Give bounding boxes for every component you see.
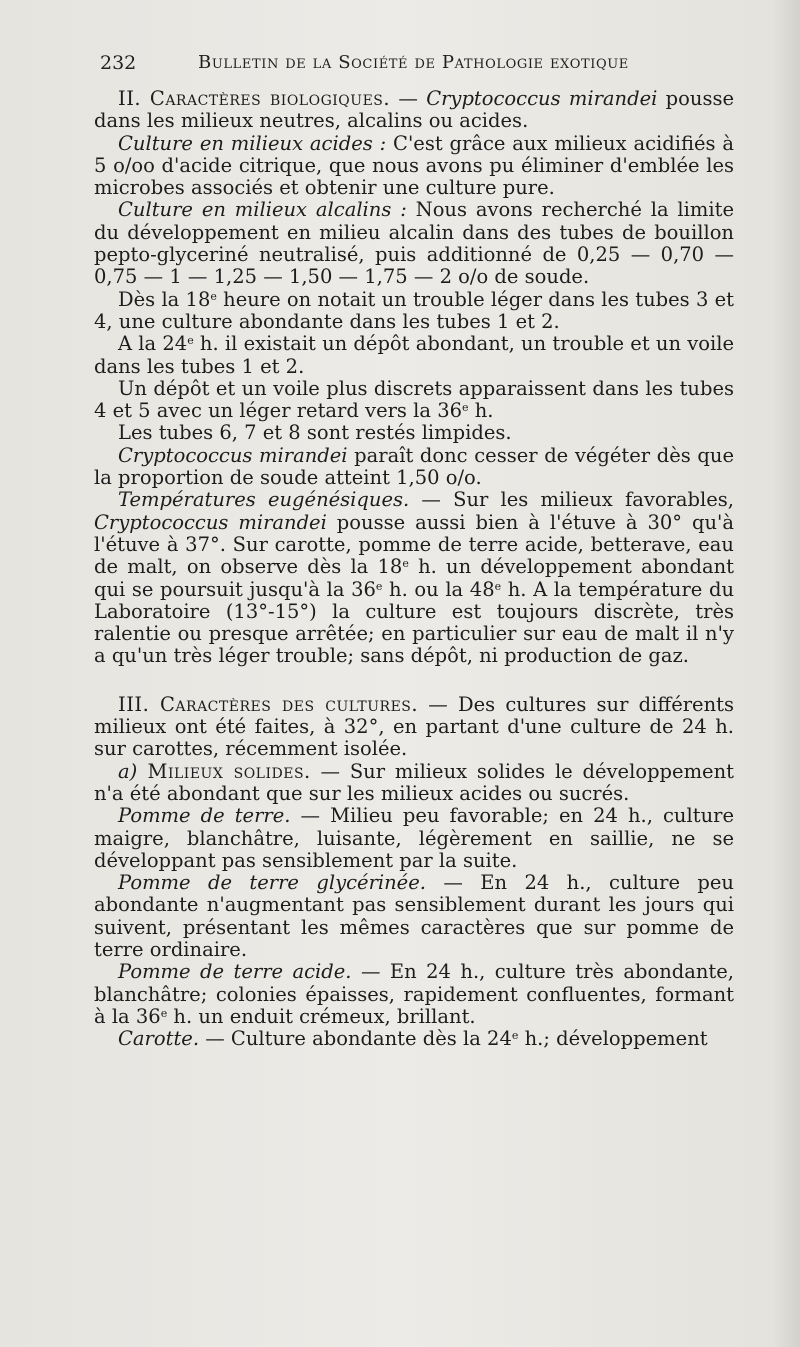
subheading: Pomme de terre glycérinée. — [118, 871, 426, 895]
paragraph-potato: Pomme de terre. — Milieu peu favorable; en 24 h., culture maigre, blanchâtre, luisante, légèrement en saillie, ne se développant pas sensiblement par la suite. — [94, 804, 734, 872]
section-heading: II. Caractères biologiques. — [118, 87, 391, 110]
paragraph-acid-potato: Pomme de terre acide. — En 24 h., culture très abondante, blanchâtre; colonies épaisses, rapidement confluentes, formant à la 36e h. un enduit crémeux, brillant. — [94, 960, 735, 1028]
paragraph-solid-media: a) Milieux solides. — Sur milieux solides le développement n'a été abondant que sur les milieux acides ou sucrés. — [94, 759, 734, 805]
running-title: Bulletin de la Société de Pathologie exotique — [198, 52, 629, 73]
paragraph-carrot: Carotte. — Culture abondante dès la 24e h.; développement — [118, 1027, 708, 1051]
paragraph-alkaline-culture: Culture en milieux alcalins : Nous avons recherché la limite du développement en milieu alcalin dans des tubes de bouillon pepto-glyceriné neutralisé, puis additionné de 0,25 — 0,70 — 0,75 — 1 — 1,25 — 1,50 — 1,75 — 2 o/o de soude. — [94, 198, 734, 289]
page-header — [100, 52, 720, 82]
subheading: Milieux solides. — [137, 759, 311, 783]
paragraph-temperatures: Températures eugénésiques. — Sur les milieux favorables, Cryptococcus mirandei pousse aussi bien à l'étuve à 30° qu'à l'étuve à 37°. Sur carotte, pomme de terre acide, betterave, eau de malt, on observe dès la 18e h. un développement abondant qui se poursuit jusqu'à la 36e h. ou la 48e h. A la température du Laboratoire (13°-15°) la culture est toujours discrète, très ralentie ou presque arrêtée; en particulier sur eau de malt il n'y a qu'un très léger trouble; sans dépôt, ni production de gaz. — [94, 488, 735, 668]
body-text — [94, 88, 734, 1050]
paragraph-clear-tubes: Les tubes 6, 7 et 8 sont restés limpides. — [118, 421, 512, 445]
paragraph-18th-hour: Dès la 18e heure on notait un trouble léger dans les tubes 3 et 4, une culture abondante dans les tubes 1 et 2. — [94, 287, 734, 333]
species-name: Cryptococcus mirandei — [426, 87, 658, 110]
subheading: Pomme de terre. — [118, 804, 291, 828]
subheading: Carotte. — [118, 1027, 200, 1051]
subheading: Culture en milieux acides : — [118, 131, 387, 155]
paragraph-24th-hour: A la 24e h. il existait un dépôt abondant, un trouble et un voile dans les tubes 1 et 2. — [94, 332, 734, 378]
subheading: Culture en milieux alcalins : — [118, 198, 407, 222]
section-heading: III. Caractères des cultures. — [118, 692, 419, 716]
paragraph-soda-limit: Cryptococcus mirandei paraît donc cesser de végéter dès que la proportion de soude atteint 1,50 o/o. — [94, 443, 735, 490]
paragraph-discrete-deposit: Un dépôt et un voile plus discrets apparaissent dans les tubes 4 et 5 avec un léger retard vers la 36e h. — [94, 376, 734, 423]
paragraph-glycerinated-potato: Pomme de terre glycérinée. — En 24 h., culture peu abondante n'augmentant pas sensiblement durant les jours qui suivent, présentant les mêmes caractères que sur pomme de terre ordinaire. — [94, 871, 734, 961]
paragraph-biological-characters: II. Caractères biologiques. — Cryptococcus mirandei pousse dans les milieux neutres, alcalins ou acides. — [94, 87, 735, 133]
species-name: Cryptococcus mirandei — [118, 443, 348, 467]
species-name: Cryptococcus mirandei — [94, 510, 327, 534]
subheading: Températures eugénésiques. — [118, 488, 410, 512]
paragraph-acid-culture: Culture en milieux acides : C'est grâce aux milieux acidifiés à 5 o/oo d'acide citrique, que nous avons pu éliminer d'emblée les microbes associés et obtenir une culture pure. — [94, 131, 734, 200]
page-number: 232 — [100, 52, 137, 74]
subheading: Pomme de terre acide. — [118, 960, 352, 984]
page-edge-shadow — [772, 0, 800, 1347]
paragraph-culture-characters: III. Caractères des cultures. — Des cultures sur différents milieux ont été faites, à 32°, en partant d'une culture de 24 h. sur carottes, récemment isolée. — [94, 692, 735, 761]
